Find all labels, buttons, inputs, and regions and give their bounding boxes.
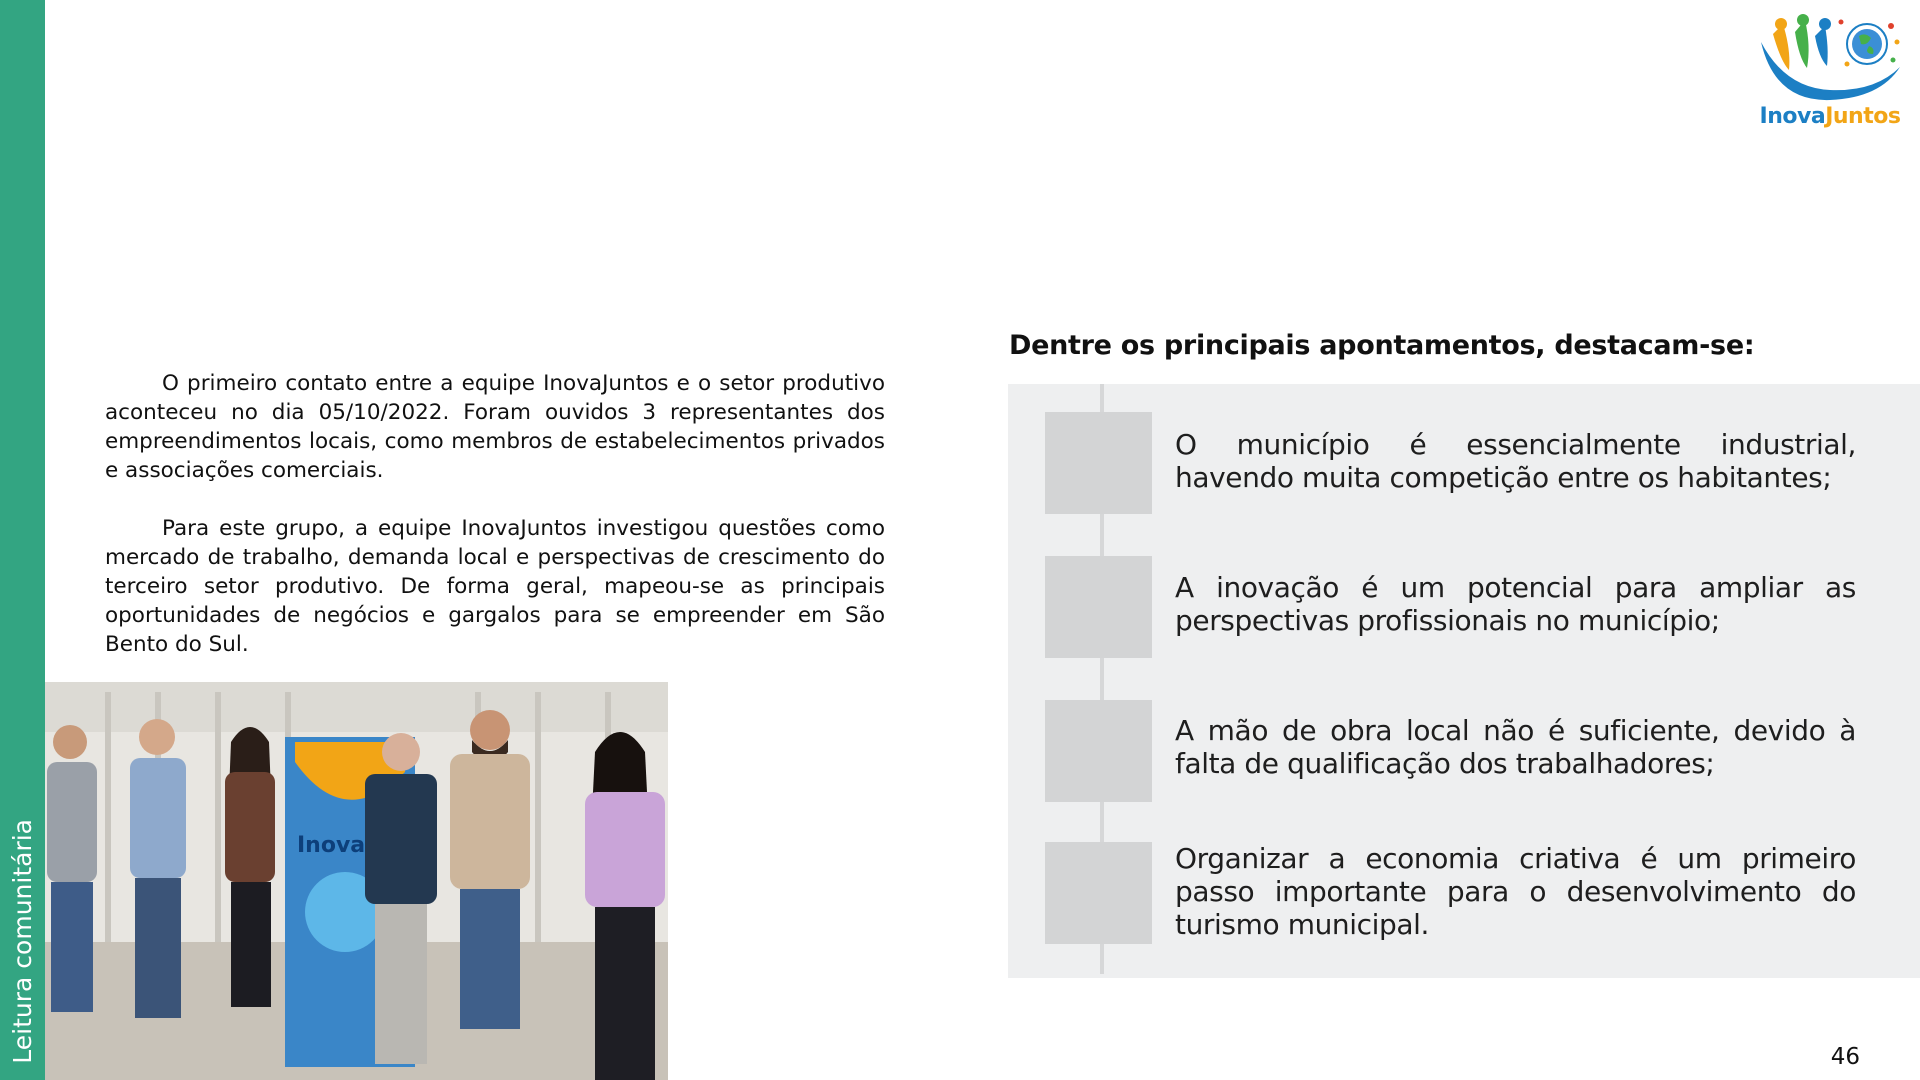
highlight-marker: [1045, 556, 1152, 658]
sidebar: [0, 0, 45, 1080]
highlights-panel: [1008, 384, 1920, 978]
highlights-title: Dentre os principais apontamentos, destacam-se:: [1009, 330, 1755, 361]
sidebar-label: Leitura comunitária: [8, 819, 37, 1064]
logo-text-juntos: Juntos: [1825, 104, 1901, 129]
logo-wordmark: [1755, 104, 1905, 129]
logo-emblem-icon: [1755, 12, 1905, 107]
inovajuntos-logo: [1755, 12, 1905, 137]
highlight-text: A inovação é um potencial para ampliar as perspectivas profissionais no município;: [1175, 571, 1856, 637]
highlight-marker: [1045, 700, 1152, 802]
highlight-marker: [1045, 842, 1152, 944]
group-photo-image: [45, 682, 668, 1080]
highlight-text: O município é essencialmente industrial, havendo muita competição entre os habitantes;: [1175, 428, 1856, 494]
intro-text: [105, 369, 885, 688]
banner-text: Inova: [297, 833, 366, 858]
highlight-marker: [1045, 412, 1152, 514]
intro-paragraph: O primeiro contato entre a equipe InovaJuntos e o setor produtivo aconteceu no dia 05/10/2022. Foram ouvidos 3 representantes dos empreendimentos locais, como membros de estabelecimentos privados e associações comerciais.: [105, 371, 885, 483]
logo-text-inova: Inova: [1759, 104, 1826, 129]
page-number: 46: [1830, 1044, 1860, 1070]
highlight-text: Organizar a economia criativa é um primeiro passo importante para o desenvolvimento do turismo municipal.: [1175, 842, 1856, 941]
group-photo: [45, 682, 668, 1080]
highlight-text: A mão de obra local não é suficiente, devido à falta de qualificação dos trabalhadores;: [1175, 714, 1856, 780]
intro-paragraph: Para este grupo, a equipe InovaJuntos investigou questões como mercado de trabalho, demanda local e perspectivas de crescimento do terceiro setor produtivo. De forma geral, mapeou-se as principais oportunidades de negócios e gargalos para se empreender em São Bento do Sul.: [105, 516, 885, 657]
